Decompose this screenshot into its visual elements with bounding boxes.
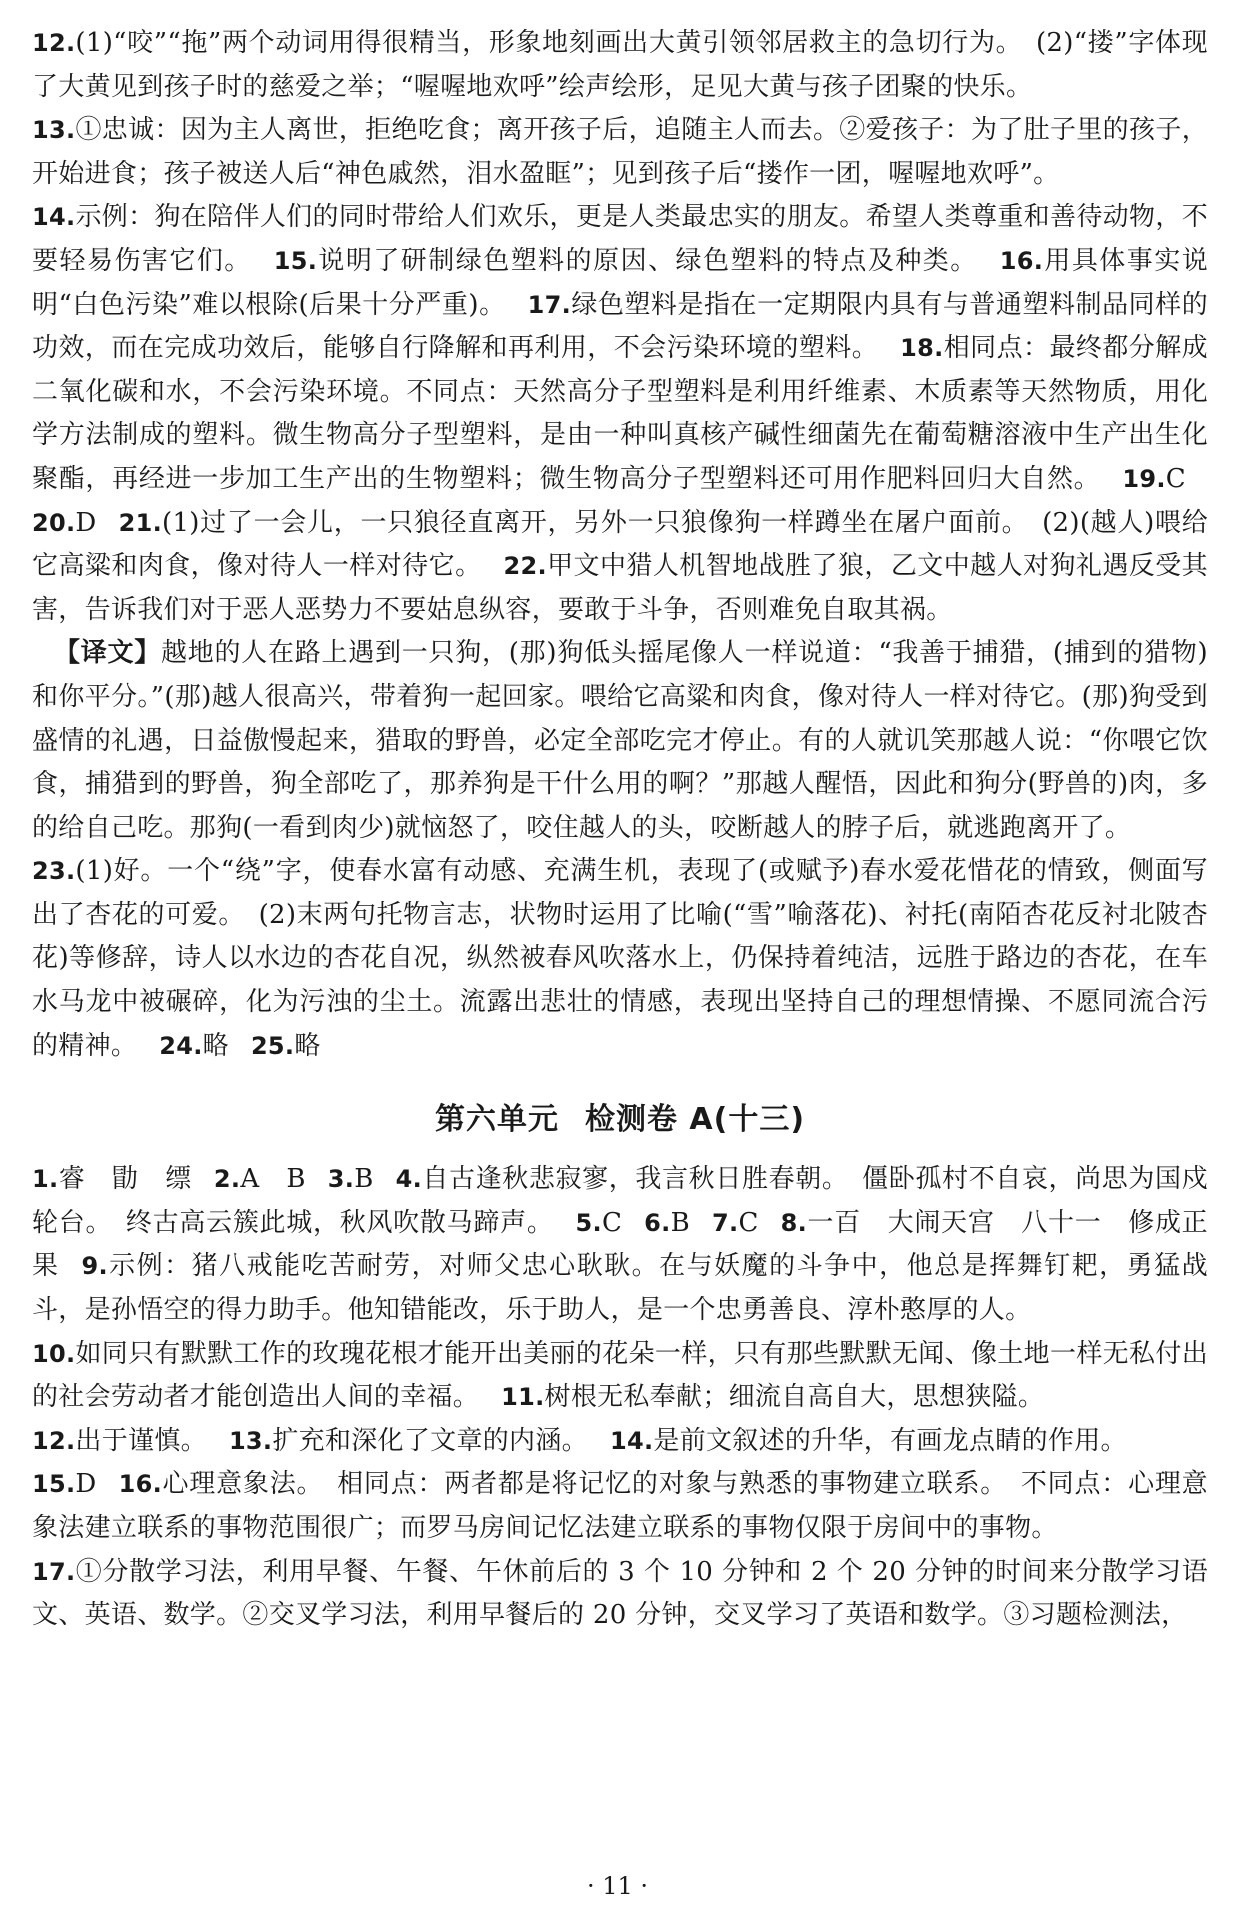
answer-text: C [738, 1207, 759, 1238]
answer-text: 甲文中猎人机智地战胜了狼，乙文中越人对狗礼遇反受其害，告诉我们对于恶人恶势力不要姑息纵容，要敢于斗争，否则难免自取其祸。 [32, 551, 1208, 625]
answer-number: 19. [1122, 464, 1166, 493]
answer-text: ①忠诚：因为主人离世，拒绝吃食；离开孩子后，追随主人而去。②爱孩子：为了肚子里的孩子，开始进食；孩子被送人后“神色戚然，泪水盈眶”；见到孩子后“搂作一团，喔喔地欢呼”。 [32, 115, 1208, 189]
answer-number: 10. [32, 1339, 76, 1368]
answer-number: 7. [712, 1208, 739, 1237]
answer-number: 8. [780, 1208, 808, 1237]
answer-text: 树根无私奉献；细流自高自大，思想狭隘。 [544, 1382, 1045, 1413]
answer-text: D [75, 507, 97, 538]
answer-text: D [75, 1469, 97, 1500]
answer-text: 相同点：最终都分解成二氧化碳和水，不会污染环境。不同点：天然高分子型塑料是利用纤维素、木质素等天然物质，用化学方法制成的塑料。微生物高分子型塑料，是由一种叫真核产碱性细菌先在葡萄糖溶液中生产出生化聚酯，再经进一步加工生产出的生物塑料；微生物高分子型塑料还可用作肥料回归大自然。 [32, 333, 1208, 494]
answer-text: 说明了研制绿色塑料的原因、绿色塑料的特点及种类。 [317, 245, 978, 276]
answer-number: 13. [32, 116, 76, 145]
answer-10-11-para [32, 1333, 1208, 1420]
section-heading [32, 1094, 1208, 1138]
answer-text: (1)好。一个“绕”字，使春水富有动感、充满生机，表现了(或赋予)春水爱花惜花的情致，侧面写出了杏花的可爱。 (2)末两句托物言志，状物时运用了比喻(“雪”喻落花)、衬托(南陌杏花反衬北陂杏花)等修辞，诗人以水边的杏花自况，纵然被春风吹落水上，仍保持着纯洁，远胜于路边的杏花，在车水马龙中被碾碎，化为污浊的尘土。流露出悲壮的情感，表现出坚持自己的理想情操、不愿同流合污的精神。 [32, 856, 1208, 1061]
answer-number: 12. [32, 1426, 76, 1455]
answer-number: 14. [32, 203, 76, 232]
answer-number: 3. [327, 1165, 355, 1194]
answer-text: 用具体事实说明“白色污染”难以根除(后果十分严重)。 [32, 245, 1209, 320]
answer-12-para [32, 22, 1208, 109]
answer-text: B [354, 1164, 374, 1195]
answer-1-9-para [32, 1158, 1208, 1332]
answer-number: 14. [609, 1426, 654, 1455]
answer-number: 2. [213, 1165, 241, 1194]
answer-number: 15. [32, 1470, 76, 1499]
answer-23-25-para [32, 850, 1208, 1068]
answer-text: 如同只有默默工作的玫瑰花根才能开出美丽的花朵一样，只有那些默默无闻、像土地一样无私付出的社会劳动者才能创造出人间的幸福。 [32, 1338, 1208, 1413]
answer-number: 5. [575, 1208, 602, 1237]
test-title: 检测卷 A(十三) [584, 1102, 806, 1138]
answer-12-14-para [32, 1420, 1208, 1464]
page-number: · 11 · [586, 1872, 649, 1900]
answer-text: (1)过了一会儿，一只狼径直离开，另外一只狼像狗一样蹲坐在屠户面前。 (2)(越人)喂给它高粱和肉食，像对待人一样对待它。 [32, 507, 1208, 582]
answer-text: 绿色塑料是指在一定期限内具有与普通塑料制品同样的功效，而在完成功效后，能够自行降解和再利用，不会污染环境的塑料。 [32, 289, 1209, 364]
answer-number: 4. [395, 1165, 423, 1194]
answer-number: 12. [32, 29, 76, 57]
answer-number: 24. [159, 1031, 203, 1060]
answer-text: 一百 大闹天宫 八十一 修成正果 [32, 1207, 1208, 1282]
answer-number: 17. [527, 290, 572, 319]
answer-number: 6. [644, 1208, 671, 1237]
answer-text: 出于谨慎。 [75, 1425, 207, 1456]
answer-text: 示例：猪八戒能吃苦耐劳，对师父忠心耿耿。在与妖魔的斗争中，他总是挥舞钉耙，勇猛战斗，是孙悟空的得力助手。他知错能改，乐于助人，是一个忠勇善良、淳朴憨厚的人。 [32, 1251, 1208, 1326]
answer-text: 自古逢秋悲寂寥，我言秋日胜春朝。 僵卧孤村不自哀，尚思为国戍轮台。 终古高云簇此城，秋风吹散马蹄声。 [32, 1164, 1208, 1238]
answer-number: 22. [503, 552, 547, 581]
answer-text: 扩充和深化了文章的内涵。 [272, 1425, 588, 1456]
answer-number: 25. [250, 1031, 295, 1060]
unit-label: 第六单元 [434, 1102, 559, 1138]
answer-15-16-para [32, 1463, 1208, 1550]
answer-text: A B [240, 1164, 306, 1195]
answer-number: 23. [32, 857, 76, 886]
answer-text: C [601, 1207, 623, 1238]
answer-number: 11. [501, 1383, 545, 1412]
answer-text: B [670, 1207, 691, 1238]
answer-number: 20. [32, 508, 76, 537]
answer-text: 心理意象法。 相同点：两者都是将记忆的对象与熟悉的事物建立联系。 不同点：心理意象法建立联系的事物范围很广；而罗马房间记忆法建立联系的事物仅限于房间中的事物。 [32, 1469, 1208, 1543]
answer-14-22-para [32, 196, 1208, 632]
answer-text: (1)“咬”“拖”两个动词用得很精当，形象地刻画出大黄引领邻居救主的急切行为。 (2)“搂”字体现了大黄见到孩子时的慈爱之举；“喔喔地欢呼”绘声绘形，足见大黄与孩子团聚的快乐。 [32, 28, 1208, 102]
answer-number: 15. [273, 246, 318, 275]
answer-number: 16. [999, 246, 1044, 275]
answer-text: ①分散学习法，利用早餐、午餐、午休前后的 3 个 10 分钟和 2 个 20 分钟的时间来分散学习语文、英语、数学。②交叉学习法，利用早餐后的 20 分钟，交叉学习了英语和数学。③习题检测法， [32, 1556, 1208, 1631]
answer-number: 21. [118, 508, 162, 537]
translation-para [32, 632, 1208, 850]
answer-number: 13. [228, 1426, 273, 1455]
translation-text: 越地的人在路上遇到一只狗，(那)狗低头摇尾像人一样说道：“我善于捕猎，(捕到的猎物)和你平分。”(那)越人很高兴，带着狗一起回家。喂给它高粱和肉食，像对待人一样对待它。(那)狗受到盛情的礼遇，日益傲慢起来，猎取的野兽，必定全部吃完才停止。有的人就讥笑那越人说：“你喂它饮食，捕猎到的野兽，狗全部吃了，那养狗是干什么用的啊？”那越人醒悟，因此和狗分(野兽的)肉，多的给自己吃。那狗(一看到肉少)就恼怒了，咬住越人的头，咬断越人的脖子后，就逃跑离开了。 [32, 638, 1209, 843]
answer-text: 略 [294, 1030, 321, 1061]
answer-17-para [32, 1551, 1208, 1638]
answer-number: 17. [32, 1557, 76, 1586]
answer-text: 是前文叙述的升华，有画龙点睛的作用。 [653, 1425, 1127, 1456]
answer-number: 1. [32, 1165, 59, 1194]
answer-13-para [32, 109, 1208, 196]
translation-tag: 【译文】 [54, 638, 162, 669]
answer-number: 9. [81, 1252, 108, 1281]
answer-text: 略 [202, 1030, 229, 1061]
answer-number: 16. [118, 1470, 162, 1499]
answer-text: 睿 勖 缥 [58, 1164, 192, 1195]
answer-text: 示例：狗在陪伴人们的同时带给人们欢乐，更是人类最忠实的朋友。希望人类尊重和善待动物，不要轻易伤害它们。 [32, 202, 1208, 276]
answer-page [32, 22, 1208, 1638]
answer-number: 18. [900, 334, 944, 363]
answer-text: C [1165, 463, 1186, 494]
